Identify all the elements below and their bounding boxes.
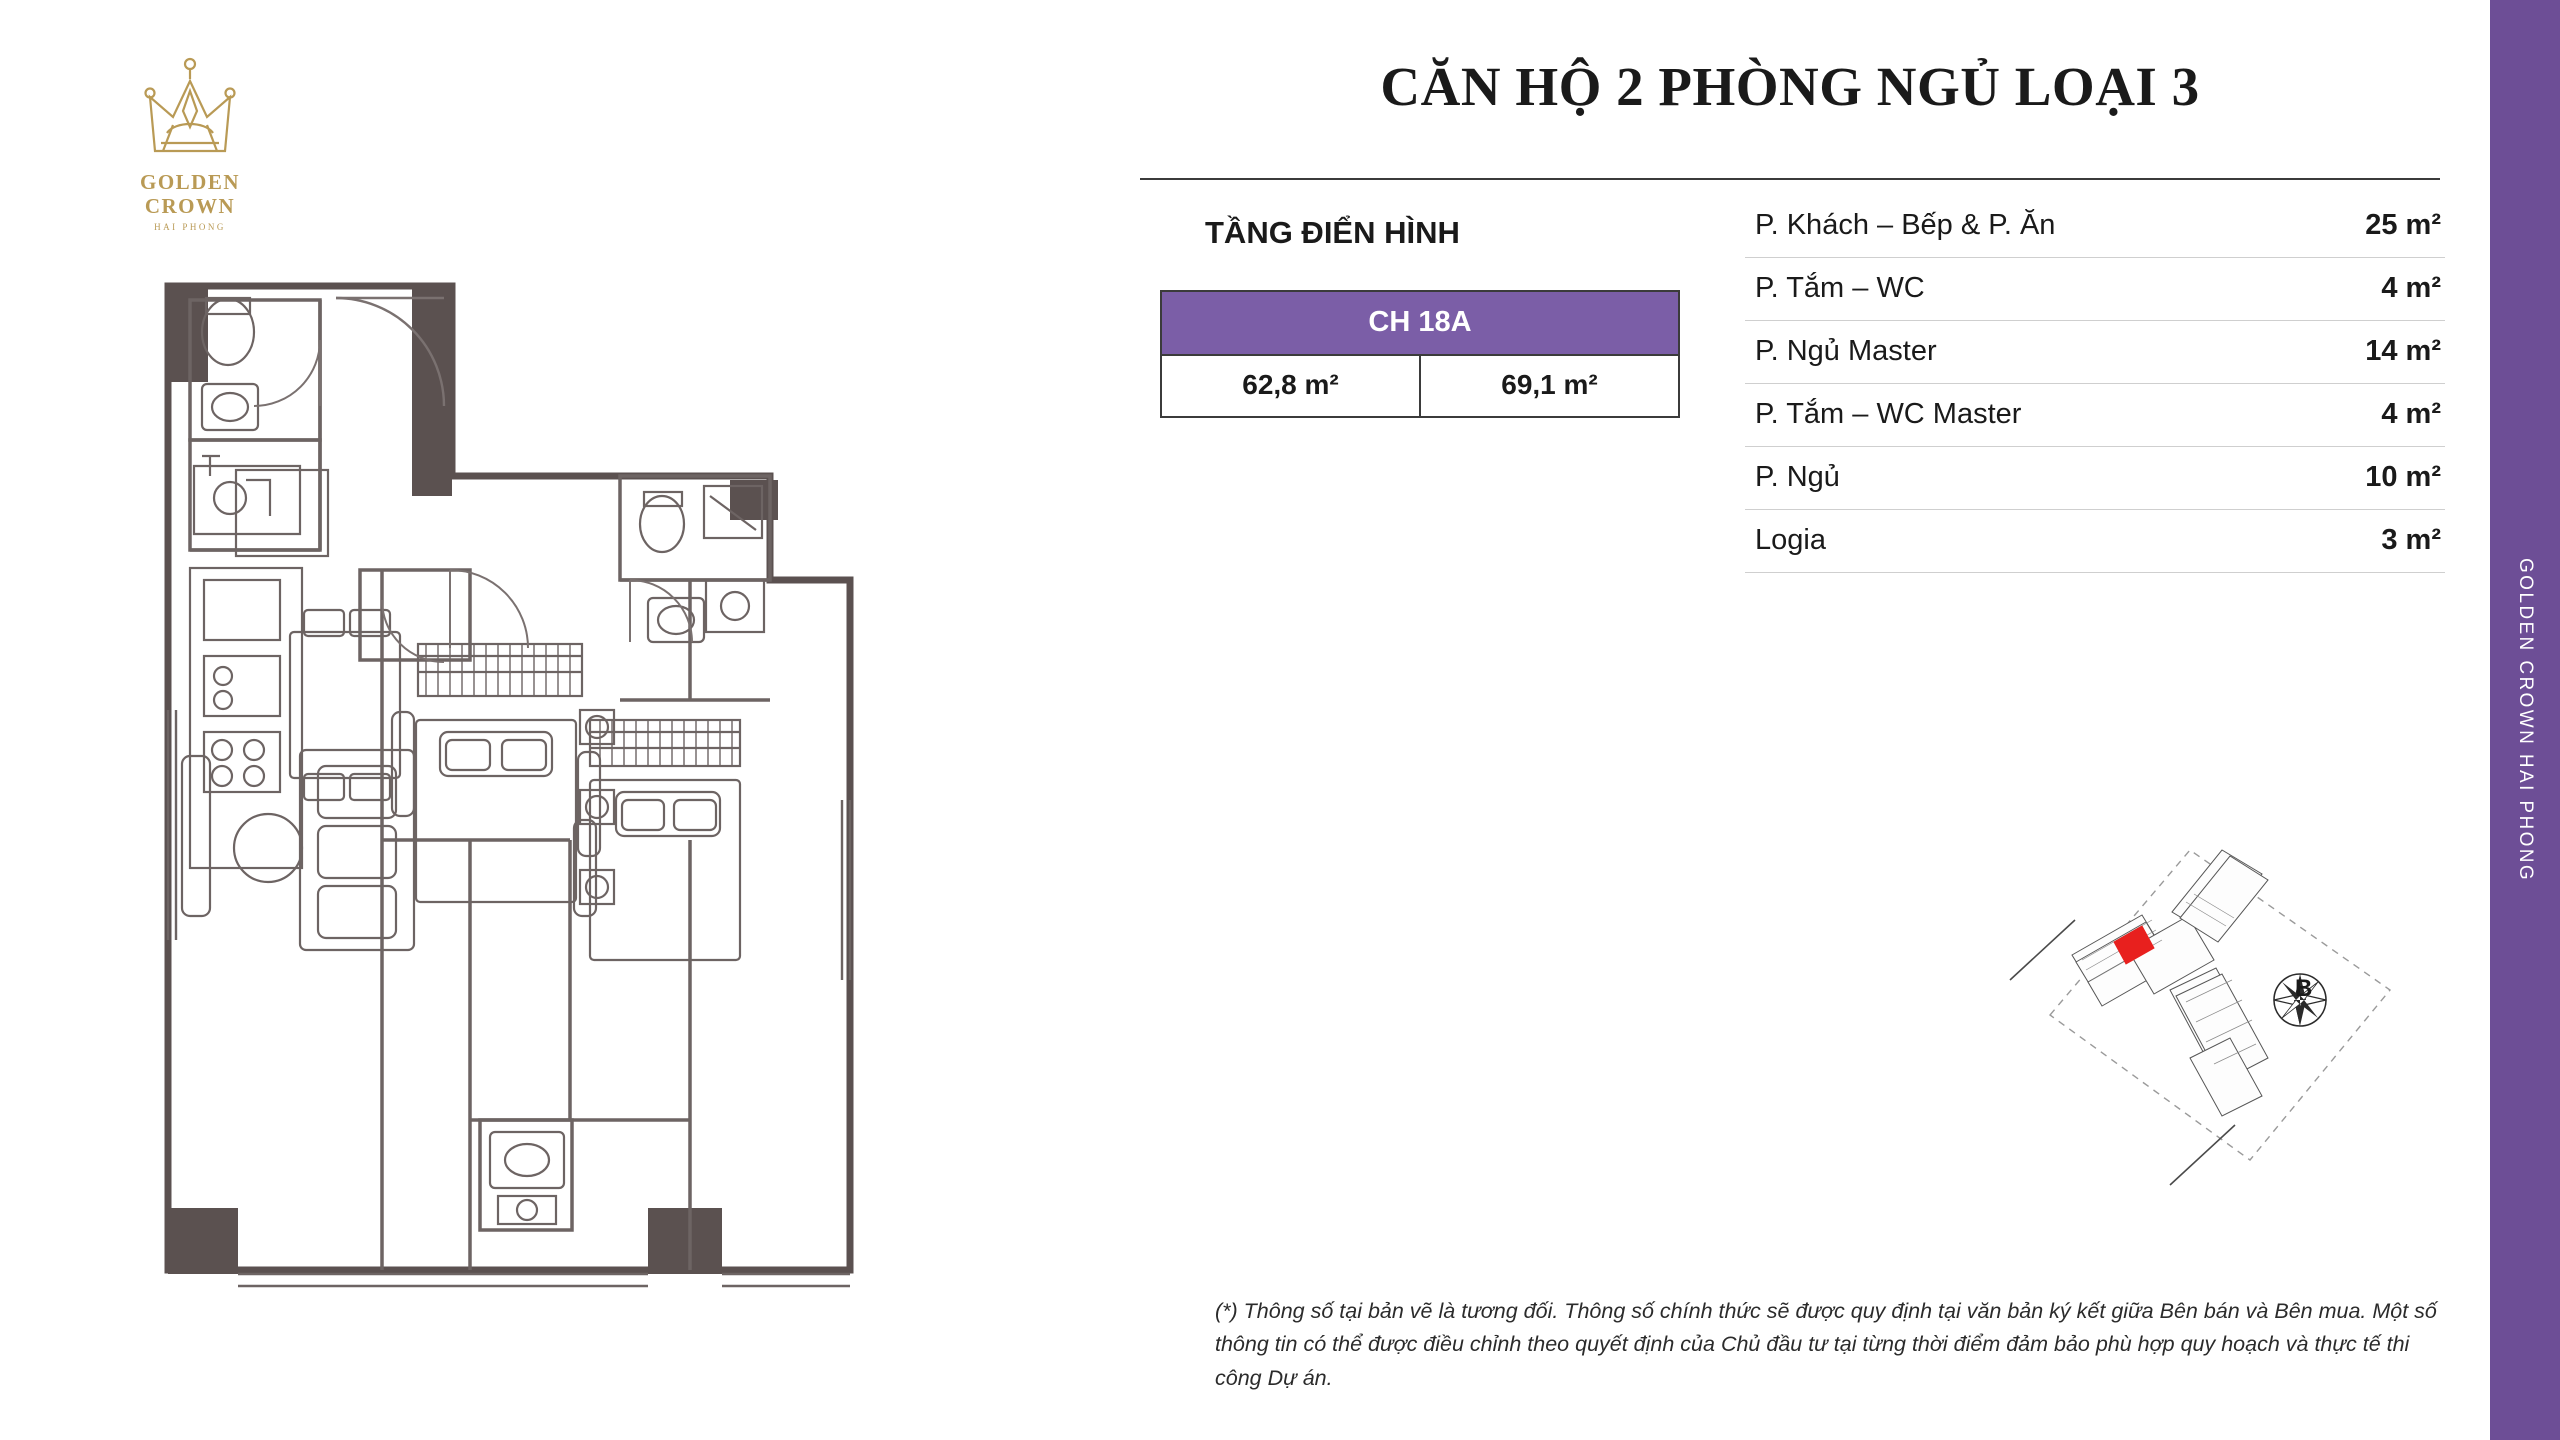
logo-subtitle: HAI PHONG — [154, 222, 226, 233]
title-divider — [1140, 178, 2440, 180]
area-name: P. Khách – Bếp & P. Ăn — [1755, 209, 2056, 241]
logo-line-2: CROWN — [144, 193, 236, 218]
brand-logo — [95, 55, 285, 255]
logo-line-1: GOLDEN — [139, 170, 240, 194]
area-value: 3 m² — [2381, 524, 2441, 556]
logo-wordmark — [95, 171, 285, 218]
compass-north-label: B — [2295, 975, 2313, 1002]
floor-plan-drawing — [150, 280, 1190, 1340]
crown-icon — [115, 55, 265, 165]
room-area-list — [1745, 195, 2445, 573]
apartment-outline — [168, 286, 850, 1270]
area-value: 10 m² — [2365, 461, 2441, 493]
area-name: P. Ngủ — [1755, 461, 1840, 493]
area-row — [1745, 510, 2445, 573]
unit-area-net: 62,8 m² — [1242, 369, 1339, 400]
area-row — [1745, 321, 2445, 384]
unit-code: CH 18A — [1162, 292, 1678, 356]
page-title: CĂN HỘ 2 PHÒNG NGỦ LOẠI 3 — [1380, 56, 2200, 117]
door-swing — [254, 340, 320, 406]
bathroom-1-fixtures — [194, 298, 300, 534]
area-name: P. Tắm – WC — [1755, 272, 1925, 304]
bathroom-3-fixtures — [490, 1132, 564, 1224]
area-row — [1745, 447, 2445, 510]
logia — [238, 1274, 850, 1286]
tower-blocks — [2072, 850, 2268, 1116]
area-row — [1745, 384, 2445, 447]
living-room-furniture — [182, 750, 414, 950]
walls — [168, 290, 850, 1270]
brand-side-band — [2490, 0, 2560, 1440]
side-band-text: GOLDEN CROWN HAI PHONG — [2515, 557, 2536, 883]
area-row — [1745, 195, 2445, 258]
area-value: 25 m² — [2365, 209, 2441, 241]
unit-area-gross: 69,1 m² — [1419, 356, 1678, 416]
area-name: P. Tắm – WC Master — [1755, 398, 2022, 430]
windows — [168, 710, 850, 980]
key-plan-diagram — [1870, 790, 2430, 1210]
area-name: P. Ngủ Master — [1755, 335, 1937, 367]
floor-label: TẦNG ĐIỂN HÌNH — [1205, 215, 1460, 250]
area-name: Logia — [1755, 524, 1826, 556]
partitions — [190, 300, 770, 1270]
unit-area-table — [1160, 290, 1680, 418]
door-swing — [382, 570, 528, 662]
area-row — [1745, 258, 2445, 321]
disclaimer-note: (*) Thông số tại bản vẽ là tương đối. Thông số chính thức sẽ được quy định tại văn bản ký kết giữa Bên bán và Bên mua. Một số thông tin có thể được điều chỉnh theo quyết định của Chủ đầu tư tại từng thời điểm đảm bảo phù hợp quy hoạch và thực tế thi công Dự án. — [1215, 1299, 2437, 1390]
area-value: 4 m² — [2381, 398, 2441, 430]
area-value: 4 m² — [2381, 272, 2441, 304]
master-bedroom-furniture — [392, 644, 614, 904]
area-value: 14 m² — [2365, 335, 2441, 367]
